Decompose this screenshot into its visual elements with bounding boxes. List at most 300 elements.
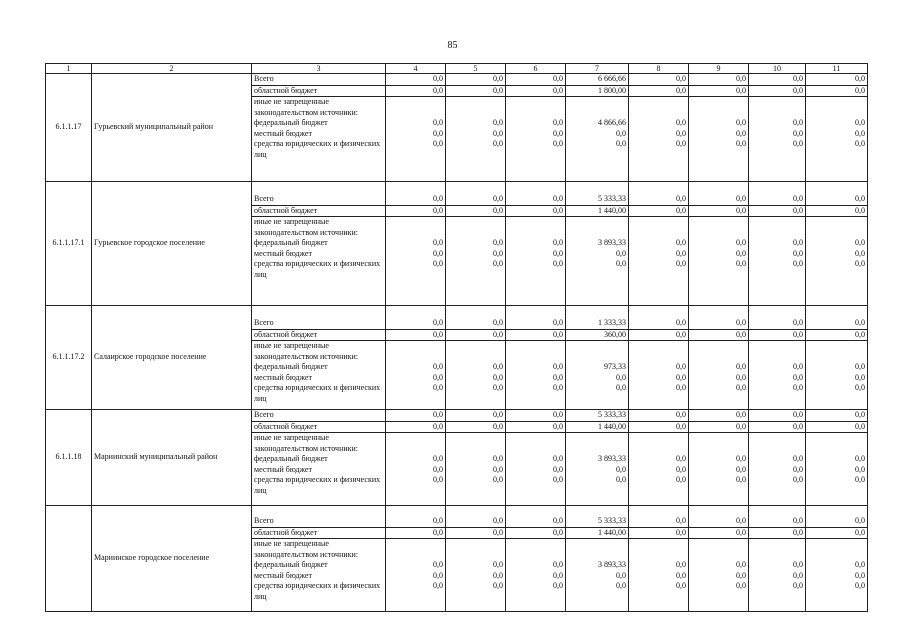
- row-name: Гурьевский муниципальный район: [92, 74, 252, 182]
- spacer: [691, 108, 746, 119]
- value-stack: [749, 97, 806, 182]
- value-stack: [629, 97, 689, 182]
- spacer: [691, 217, 746, 228]
- value-cell: 0,0: [493, 372, 503, 382]
- value-stack: [566, 97, 629, 182]
- value-cell: 0,0: [855, 454, 865, 463]
- spacer: [808, 352, 865, 363]
- value-cell: 0,0: [386, 205, 446, 217]
- value-cell: 0,0: [506, 421, 566, 433]
- value-cell: 0,0: [793, 372, 803, 382]
- row-code: 6.1.1.17.1: [46, 182, 92, 306]
- value-cell: 0,0: [749, 306, 806, 330]
- spacer: [508, 444, 563, 455]
- row-code: 6.1.1.17: [46, 74, 92, 182]
- value-cell: 0,0: [553, 259, 563, 268]
- value-cell: 0,0: [629, 506, 689, 528]
- value-cell: 1 800,00: [566, 85, 629, 97]
- value-cell: 0,0: [855, 128, 865, 138]
- value-cell: 0,0: [493, 248, 503, 258]
- value-cell: 0,0: [793, 139, 803, 148]
- source-label: федеральный бюджет: [254, 362, 328, 371]
- value-cell: 0,0: [749, 182, 806, 206]
- value-cell: 0,0: [736, 248, 746, 258]
- source-list: [252, 217, 386, 306]
- value-stack: [689, 217, 749, 306]
- value-cell: 0,0: [493, 581, 503, 590]
- value-cell: 0,0: [493, 570, 503, 580]
- row-name: Мариинское городское поселение: [92, 506, 252, 612]
- value-stack: [806, 341, 868, 410]
- value-cell: 0,0: [749, 205, 806, 217]
- spacer: [751, 228, 803, 239]
- spacer: [808, 433, 865, 444]
- value-cell: 0,0: [493, 560, 503, 569]
- row-code: [46, 506, 92, 612]
- value-cell: 0,0: [749, 74, 806, 86]
- source-label: областной бюджет: [252, 85, 386, 97]
- value-stack: [749, 217, 806, 306]
- value-cell: 0,0: [689, 182, 749, 206]
- value-cell: 0,0: [553, 454, 563, 463]
- value-cell: 0,0: [553, 570, 563, 580]
- source-label: областной бюджет: [252, 421, 386, 433]
- spacer: [568, 97, 626, 108]
- table-row-total: [46, 182, 868, 206]
- value-cell: 0,0: [506, 205, 566, 217]
- value-cell: 0,0: [493, 475, 503, 484]
- value-stack: [446, 97, 506, 182]
- spacer: [388, 550, 443, 561]
- spacer: [808, 539, 865, 550]
- value-stack: [566, 217, 629, 306]
- spacer: [631, 433, 686, 444]
- value-cell: 0,0: [676, 581, 686, 590]
- value-stack: [446, 341, 506, 410]
- spacer: [631, 341, 686, 352]
- value-stack: [749, 433, 806, 506]
- spacer: [751, 341, 803, 352]
- value-cell: 0,0: [629, 74, 689, 86]
- spacer: [508, 352, 563, 363]
- spacer: [448, 352, 503, 363]
- value-cell: 5 333,33: [566, 182, 629, 206]
- value-cell: 0,0: [689, 74, 749, 86]
- value-cell: 0,0: [736, 560, 746, 569]
- value-stack: [629, 433, 689, 506]
- value-cell: 0,0: [446, 182, 506, 206]
- value-cell: 0,0: [386, 74, 446, 86]
- value-stack: [806, 217, 868, 306]
- spacer: [388, 352, 443, 363]
- value-cell: 0,0: [433, 372, 443, 382]
- value-cell: 0,0: [793, 570, 803, 580]
- value-cell: 0,0: [446, 410, 506, 422]
- value-cell: 0,0: [506, 182, 566, 206]
- value-cell: 0,0: [736, 238, 746, 247]
- value-cell: 0,0: [855, 581, 865, 590]
- value-cell: 0,0: [433, 475, 443, 484]
- value-cell: 0,0: [616, 570, 626, 580]
- value-stack: [386, 341, 446, 410]
- spacer: [508, 550, 563, 561]
- value-cell: 0,0: [689, 527, 749, 539]
- spacer: [448, 108, 503, 119]
- spacer: [568, 108, 626, 119]
- value-cell: 0,0: [629, 182, 689, 206]
- value-cell: 0,0: [676, 570, 686, 580]
- value-cell: 0,0: [493, 362, 503, 371]
- row-code: 6.1.1.18: [46, 410, 92, 506]
- spacer: [808, 217, 865, 228]
- spacer: [448, 539, 503, 550]
- spacer: [751, 352, 803, 363]
- value-cell: 0,0: [493, 238, 503, 247]
- value-cell: 0,0: [855, 372, 865, 382]
- source-label: местный бюджет: [254, 464, 312, 474]
- value-cell: 0,0: [676, 475, 686, 484]
- value-cell: 0,0: [689, 205, 749, 217]
- spacer: [388, 108, 443, 119]
- value-cell: 0,0: [553, 128, 563, 138]
- value-cell: 0,0: [736, 475, 746, 484]
- value-cell: 0,0: [676, 383, 686, 392]
- value-cell: 0,0: [616, 259, 626, 268]
- value-cell: 0,0: [616, 464, 626, 474]
- value-stack: [806, 97, 868, 182]
- spacer: [751, 539, 803, 550]
- value-cell: 5 333,33: [566, 506, 629, 528]
- spacer: [751, 217, 803, 228]
- value-cell: 0,0: [736, 128, 746, 138]
- spacer: [388, 228, 443, 239]
- value-cell: 0,0: [446, 85, 506, 97]
- table-row-total: [46, 306, 868, 330]
- spacer: [448, 433, 503, 444]
- value-cell: 0,0: [433, 128, 443, 138]
- spacer: [631, 97, 686, 108]
- value-cell: 0,0: [493, 118, 503, 127]
- spacer: [631, 217, 686, 228]
- value-stack: [749, 539, 806, 612]
- value-cell: 0,0: [689, 306, 749, 330]
- value-cell: 0,0: [749, 421, 806, 433]
- value-cell: 3 893,33: [598, 560, 626, 569]
- value-cell: 0,0: [616, 475, 626, 484]
- value-stack: [629, 341, 689, 410]
- value-cell: 0,0: [433, 259, 443, 268]
- spacer: [448, 228, 503, 239]
- value-stack: [629, 217, 689, 306]
- value-stack: [506, 539, 566, 612]
- source-label: иные не запрещенные законодательством источники:: [254, 539, 359, 559]
- value-stack: [506, 341, 566, 410]
- table-row-total: [46, 506, 868, 528]
- source-list: [252, 539, 386, 612]
- spacer: [691, 539, 746, 550]
- value-cell: 0,0: [855, 238, 865, 247]
- value-cell: 0,0: [793, 118, 803, 127]
- value-cell: 0,0: [616, 128, 626, 138]
- column-header: 1: [46, 64, 92, 74]
- value-stack: [506, 97, 566, 182]
- value-cell: 0,0: [736, 139, 746, 148]
- spacer: [508, 97, 563, 108]
- source-label: местный бюджет: [254, 570, 312, 580]
- value-cell: 0,0: [736, 464, 746, 474]
- value-cell: 0,0: [749, 410, 806, 422]
- value-cell: 0,0: [433, 570, 443, 580]
- value-cell: 0,0: [433, 118, 443, 127]
- value-cell: 0,0: [806, 329, 868, 341]
- spacer: [388, 217, 443, 228]
- value-cell: 0,0: [689, 506, 749, 528]
- spacer: [448, 550, 503, 561]
- column-header: 6: [506, 64, 566, 74]
- value-cell: 0,0: [553, 139, 563, 148]
- value-cell: 1 440,00: [566, 421, 629, 433]
- value-stack: [629, 539, 689, 612]
- column-header: 5: [446, 64, 506, 74]
- column-header-row: [46, 64, 868, 74]
- value-cell: 0,0: [446, 306, 506, 330]
- spacer: [508, 539, 563, 550]
- source-label: областной бюджет: [252, 527, 386, 539]
- value-cell: 0,0: [689, 410, 749, 422]
- value-cell: 0,0: [806, 205, 868, 217]
- value-cell: 0,0: [676, 560, 686, 569]
- value-cell: 0,0: [553, 560, 563, 569]
- value-stack: [446, 539, 506, 612]
- value-cell: 0,0: [493, 259, 503, 268]
- spacer: [751, 444, 803, 455]
- source-label: иные не запрещенные законодательством источники:: [254, 433, 359, 453]
- spacer: [568, 341, 626, 352]
- value-cell: 0,0: [506, 306, 566, 330]
- value-cell: 0,0: [736, 570, 746, 580]
- spacer: [388, 539, 443, 550]
- spacer: [691, 444, 746, 455]
- spacer: [448, 444, 503, 455]
- row-name: Салаирское городское поселение: [92, 306, 252, 410]
- column-header: 4: [386, 64, 446, 74]
- value-cell: 4 866,66: [598, 118, 626, 127]
- value-cell: 1 440,00: [566, 205, 629, 217]
- value-cell: 0,0: [855, 570, 865, 580]
- value-cell: 0,0: [446, 421, 506, 433]
- spacer: [448, 217, 503, 228]
- spacer: [808, 228, 865, 239]
- value-cell: 0,0: [433, 581, 443, 590]
- value-cell: 0,0: [386, 527, 446, 539]
- spacer: [631, 444, 686, 455]
- value-cell: 0,0: [433, 383, 443, 392]
- value-cell: 0,0: [433, 464, 443, 474]
- column-header: 7: [566, 64, 629, 74]
- value-cell: 0,0: [676, 128, 686, 138]
- spacer: [388, 341, 443, 352]
- column-header: 2: [92, 64, 252, 74]
- spacer: [808, 341, 865, 352]
- value-cell: 0,0: [793, 248, 803, 258]
- source-label: средства юридических и физических лиц: [254, 139, 381, 159]
- value-cell: 3 893,33: [598, 454, 626, 463]
- spacer: [691, 228, 746, 239]
- column-header: 11: [806, 64, 868, 74]
- value-cell: 0,0: [793, 464, 803, 474]
- value-cell: 0,0: [433, 139, 443, 148]
- source-label: местный бюджет: [254, 248, 312, 258]
- value-cell: 0,0: [736, 259, 746, 268]
- source-label: местный бюджет: [254, 128, 312, 138]
- value-cell: 0,0: [855, 248, 865, 258]
- value-stack: [386, 433, 446, 506]
- value-cell: 5 333,33: [566, 410, 629, 422]
- value-cell: 0,0: [676, 362, 686, 371]
- source-label: Всего: [252, 506, 386, 528]
- value-cell: 0,0: [553, 581, 563, 590]
- spacer: [568, 539, 626, 550]
- value-cell: 0,0: [749, 85, 806, 97]
- source-label: Всего: [252, 182, 386, 206]
- value-cell: 0,0: [553, 362, 563, 371]
- value-stack: [806, 539, 868, 612]
- value-cell: 0,0: [806, 410, 868, 422]
- value-stack: [566, 433, 629, 506]
- value-cell: 0,0: [446, 527, 506, 539]
- value-cell: 0,0: [433, 238, 443, 247]
- value-cell: 0,0: [446, 506, 506, 528]
- spacer: [751, 550, 803, 561]
- source-label: Всего: [252, 410, 386, 422]
- value-cell: 0,0: [493, 464, 503, 474]
- spacer: [568, 550, 626, 561]
- value-cell: 0,0: [506, 74, 566, 86]
- spacer: [448, 341, 503, 352]
- value-cell: 0,0: [676, 464, 686, 474]
- value-cell: 0,0: [749, 506, 806, 528]
- spacer: [568, 217, 626, 228]
- value-cell: 0,0: [736, 454, 746, 463]
- value-cell: 0,0: [553, 475, 563, 484]
- spacer: [631, 352, 686, 363]
- value-stack: [566, 341, 629, 410]
- value-cell: 0,0: [676, 248, 686, 258]
- spacer: [508, 341, 563, 352]
- value-cell: 0,0: [749, 329, 806, 341]
- spacer: [691, 433, 746, 444]
- value-cell: 0,0: [553, 248, 563, 258]
- spacer: [631, 108, 686, 119]
- page-number: 85: [447, 40, 458, 51]
- value-cell: 0,0: [553, 383, 563, 392]
- value-cell: 0,0: [629, 205, 689, 217]
- value-cell: 0,0: [793, 259, 803, 268]
- spacer: [691, 352, 746, 363]
- value-cell: 0,0: [506, 527, 566, 539]
- value-cell: 6 666,66: [566, 74, 629, 86]
- value-cell: 0,0: [855, 362, 865, 371]
- source-label: федеральный бюджет: [254, 238, 328, 247]
- value-cell: 0,0: [616, 372, 626, 382]
- spacer: [508, 217, 563, 228]
- value-cell: 0,0: [446, 329, 506, 341]
- value-cell: 0,0: [553, 464, 563, 474]
- value-cell: 0,0: [689, 85, 749, 97]
- row-name: Гурьевское городское поселение: [92, 182, 252, 306]
- value-cell: 0,0: [616, 248, 626, 258]
- value-cell: 0,0: [386, 182, 446, 206]
- value-stack: [446, 217, 506, 306]
- table-body: [46, 64, 868, 612]
- value-cell: 0,0: [793, 560, 803, 569]
- value-stack: [689, 97, 749, 182]
- value-cell: 0,0: [553, 238, 563, 247]
- value-cell: 0,0: [806, 74, 868, 86]
- value-cell: 0,0: [493, 454, 503, 463]
- value-cell: 0,0: [446, 205, 506, 217]
- source-label: иные не запрещенные законодательством источники:: [254, 217, 359, 237]
- value-cell: 0,0: [806, 182, 868, 206]
- value-cell: 0,0: [749, 527, 806, 539]
- column-header: 3: [252, 64, 386, 74]
- value-stack: [506, 433, 566, 506]
- row-name: Мариинский муниципальный район: [92, 410, 252, 506]
- spacer: [388, 97, 443, 108]
- value-cell: 0,0: [855, 464, 865, 474]
- source-label: областной бюджет: [252, 205, 386, 217]
- value-cell: 0,0: [855, 139, 865, 148]
- source-label: Всего: [252, 74, 386, 86]
- value-cell: 0,0: [806, 85, 868, 97]
- value-cell: 0,0: [855, 259, 865, 268]
- value-cell: 0,0: [736, 118, 746, 127]
- spacer: [448, 97, 503, 108]
- value-stack: [749, 341, 806, 410]
- value-cell: 0,0: [629, 306, 689, 330]
- value-cell: 0,0: [386, 506, 446, 528]
- value-stack: [506, 217, 566, 306]
- spacer: [631, 539, 686, 550]
- value-stack: [566, 539, 629, 612]
- source-label: иные не запрещенные законодательством источники:: [254, 97, 359, 117]
- spacer: [631, 228, 686, 239]
- budget-table: [45, 63, 868, 612]
- column-header: 9: [689, 64, 749, 74]
- value-cell: 0,0: [433, 362, 443, 371]
- source-label: федеральный бюджет: [254, 560, 328, 569]
- spacer: [751, 108, 803, 119]
- value-cell: 0,0: [506, 506, 566, 528]
- spacer: [751, 97, 803, 108]
- value-cell: 0,0: [553, 372, 563, 382]
- value-cell: 0,0: [806, 306, 868, 330]
- source-label: федеральный бюджет: [254, 118, 328, 127]
- value-cell: 0,0: [629, 329, 689, 341]
- value-stack: [689, 539, 749, 612]
- value-cell: 0,0: [793, 383, 803, 392]
- value-cell: 0,0: [629, 85, 689, 97]
- spacer: [691, 550, 746, 561]
- value-cell: 0,0: [855, 383, 865, 392]
- spacer: [691, 341, 746, 352]
- value-stack: [446, 433, 506, 506]
- value-stack: [386, 539, 446, 612]
- spacer: [631, 550, 686, 561]
- source-label: средства юридических и физических лиц: [254, 383, 381, 403]
- value-cell: 0,0: [386, 410, 446, 422]
- spacer: [508, 433, 563, 444]
